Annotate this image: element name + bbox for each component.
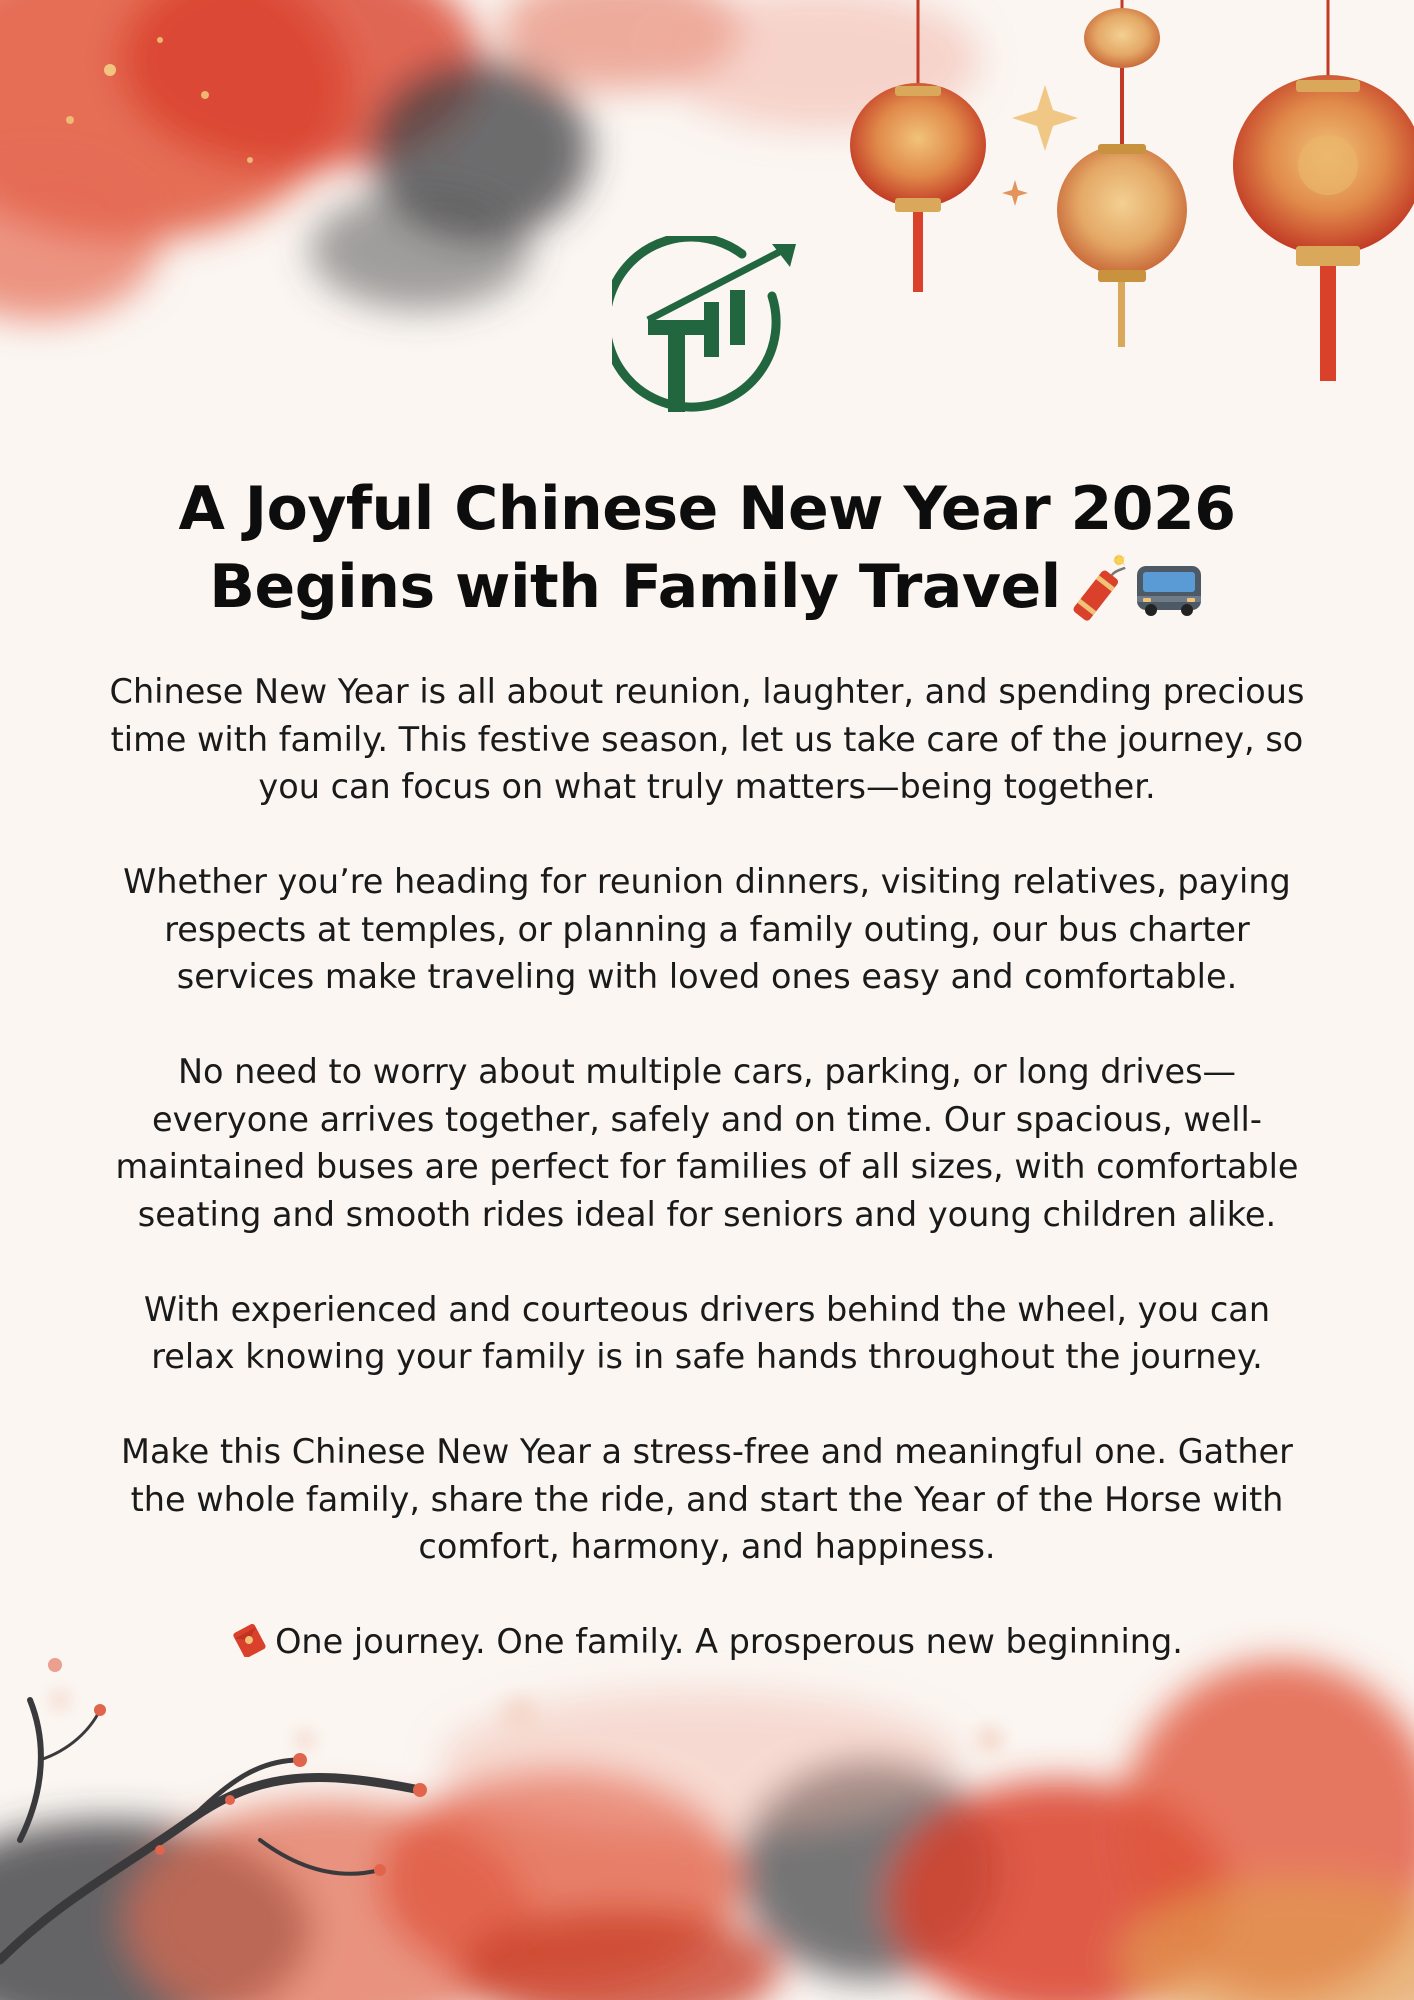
th-growth-arrow-logo-icon: [612, 236, 802, 426]
paragraph-line: comfort, harmony, and happiness.: [418, 1527, 996, 1566]
firecracker-icon: [1067, 554, 1127, 626]
paragraph-call-to-action: [100, 1428, 1314, 1571]
body-text: [100, 668, 1314, 1713]
paragraph-line: respects at temples, or planning a family outing, our bus charter: [164, 909, 1250, 949]
closing-line-row: [100, 1618, 1314, 1666]
page-title: [100, 470, 1314, 626]
paragraph-line: Whether you’re heading for reunion dinners, visiting relatives, paying: [123, 862, 1291, 901]
paragraph-occasions: [100, 858, 1314, 1001]
paragraph-line: With experienced and courteous drivers behind the wheel, you can: [143, 1289, 1271, 1329]
paragraph-line: No need to worry about multiple cars, parking, or long drives—: [177, 1052, 1237, 1091]
closing-text: One journey. One family. A prosperous new beginning.: [275, 1622, 1183, 1661]
paragraph-drivers: [100, 1286, 1314, 1381]
paragraph-line: Make this Chinese New Year a stress-free and meaningful one. Gather: [121, 1432, 1293, 1471]
paragraph-benefits: [100, 1048, 1314, 1238]
title-line-2-text: Begins with Family Travel: [209, 552, 1061, 622]
red-envelope-icon: [231, 1623, 267, 1657]
paragraph-line: relax knowing your family is in safe hands throughout the journey.: [151, 1337, 1263, 1376]
paragraph-line: the whole family, share the ride, and start the Year of the Horse with: [130, 1479, 1284, 1519]
closing-line: [100, 1618, 1314, 1666]
paragraph-line: services make traveling with loved ones easy and comfortable.: [176, 957, 1238, 996]
paragraph-line: everyone arrives together, safely and on time. Our spacious, well-: [152, 1099, 1262, 1139]
paragraph-line: seating and smooth rides ideal for seniors and young children alike.: [137, 1194, 1277, 1234]
paragraph-line: maintained buses are perfect for families of all sizes, with comfortable: [115, 1147, 1299, 1186]
title-line-1: A Joyful Chinese New Year 2026: [178, 474, 1236, 544]
paragraph-line: you can focus on what truly matters—being together.: [258, 767, 1156, 806]
paragraph-line: Chinese New Year is all about reunion, laughter, and spending precious: [109, 672, 1305, 711]
paragraph-line: time with family. This festive season, let us take care of the journey, so: [110, 719, 1304, 759]
paragraph-intro: [100, 668, 1314, 811]
bus-icon: [1133, 560, 1205, 620]
title-line-2: [100, 548, 1314, 626]
